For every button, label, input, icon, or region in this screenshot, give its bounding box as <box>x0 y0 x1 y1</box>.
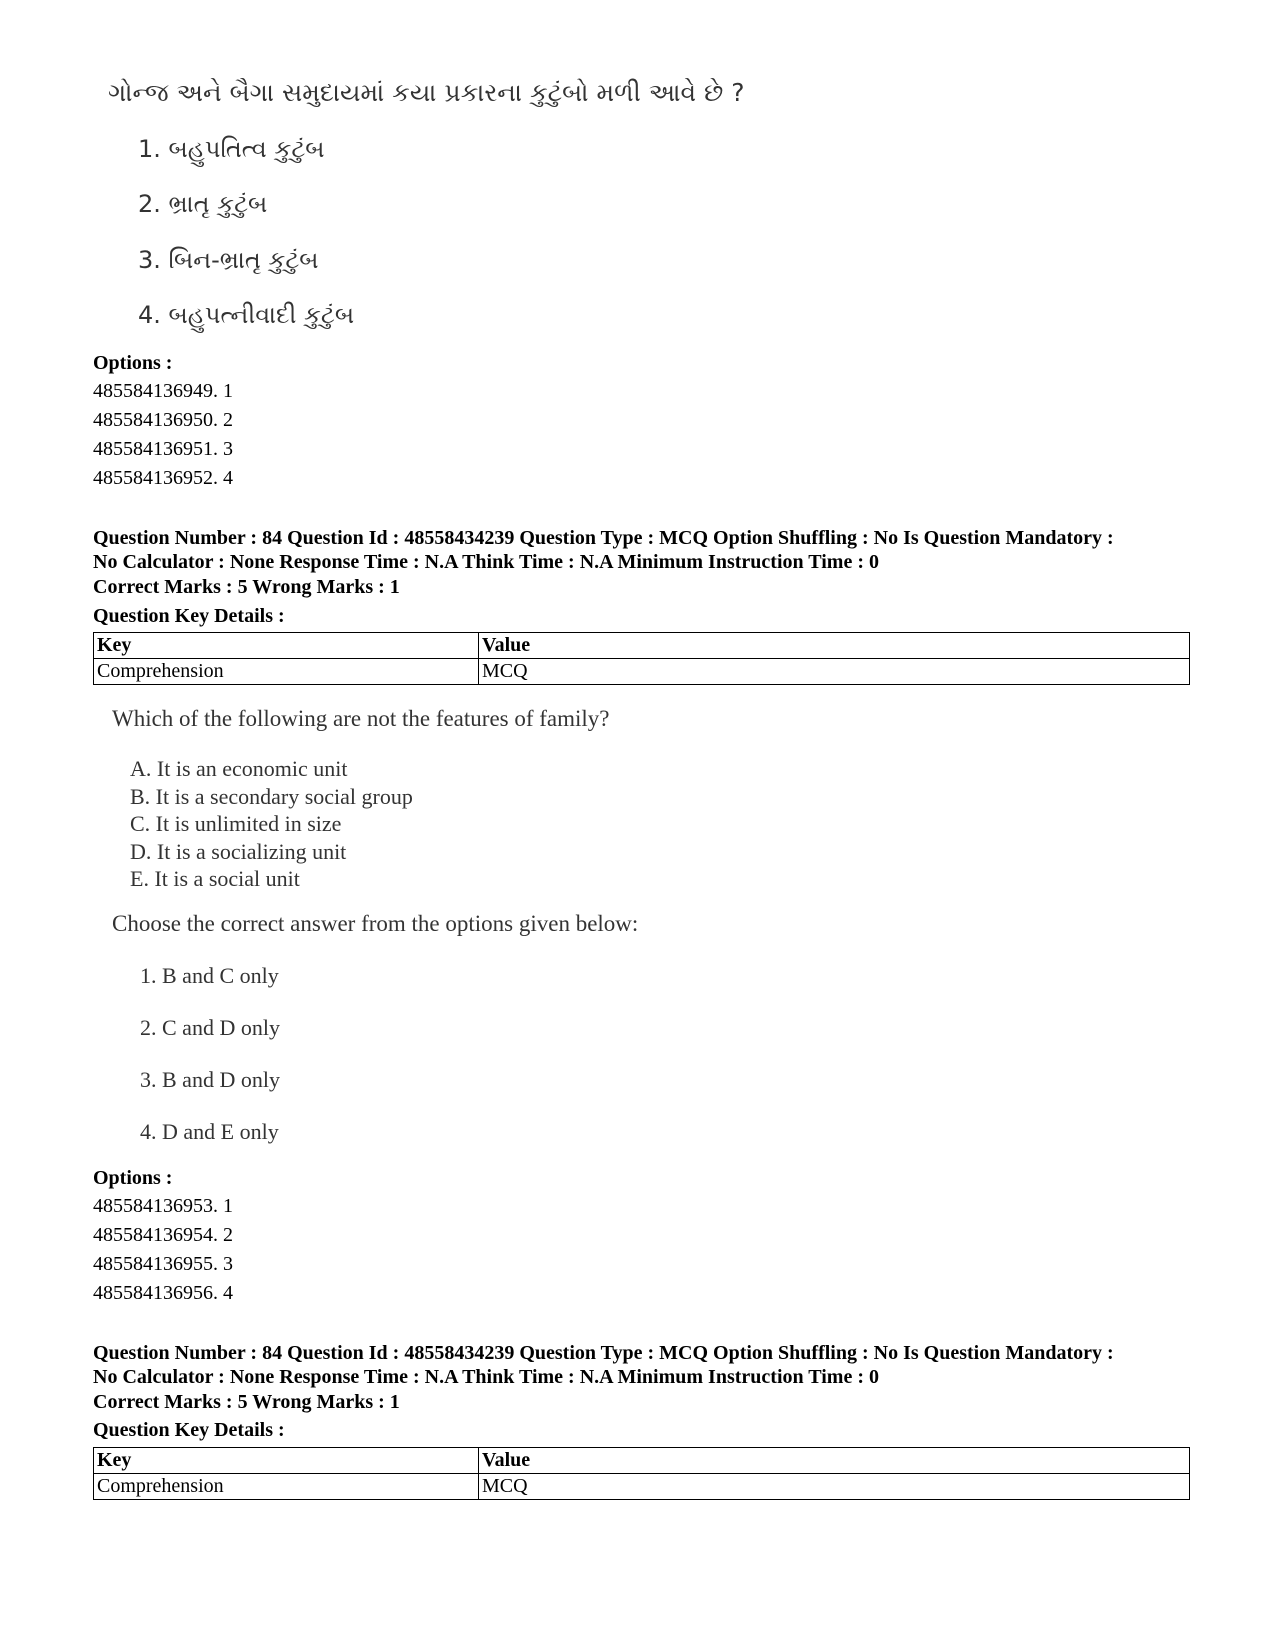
option-id-row: 485584136951. 3 <box>93 438 233 460</box>
gujarati-question-text: ગોન્જ અને બૈગા સમુદાયમાં કયા પ્રકારના કુટુંબો મળી આવે છે ? <box>108 78 745 107</box>
marks-line-2: Correct Marks : 5 Wrong Marks : 1 <box>93 1391 400 1413</box>
table-cell-key: Comprehension <box>94 659 479 685</box>
statement-e: E. It is a social unit <box>130 866 300 891</box>
table-cell-value: MCQ <box>479 659 1190 685</box>
statement-list <box>130 755 413 893</box>
marks-line-1: Correct Marks : 5 Wrong Marks : 1 <box>93 576 400 598</box>
table-header-value: Value <box>479 1448 1190 1474</box>
option-id-row: 485584136956. 4 <box>93 1282 233 1304</box>
key-details-table-1 <box>93 632 1190 685</box>
option-id-row: 485584136954. 2 <box>93 1224 233 1246</box>
instruction-text: Choose the correct answer from the options given below: <box>112 911 639 936</box>
question-meta-line2: No Calculator : None Response Time : N.A Think Time : N.A Minimum Instruction Time : 0 <box>93 551 879 573</box>
table-header-key: Key <box>94 633 479 659</box>
english-option-2: 2. C and D only <box>140 1015 280 1040</box>
options-label-2: Options : <box>93 1167 173 1189</box>
statement-c: C. It is unlimited in size <box>130 811 342 836</box>
key-details-table-2 <box>93 1447 1190 1500</box>
table-header-key: Key <box>94 1448 479 1474</box>
options-label-1: Options : <box>93 352 173 374</box>
english-question-text: Which of the following are not the features of family? <box>112 706 610 731</box>
question-meta-2 <box>93 1341 1203 1389</box>
question-meta-line1: Question Number : 84 Question Id : 48558434239 Question Type : MCQ Option Shuffling : No Is Question Mandatory : <box>93 527 1114 549</box>
option-id-row: 485584136949. 1 <box>93 380 233 402</box>
table-header-row <box>94 1448 1190 1474</box>
gujarati-option-1: 1. બહુપતિત્વ કુટુંબ <box>138 135 325 163</box>
key-details-label-1: Question Key Details : <box>93 605 285 627</box>
statement-b: B. It is a secondary social group <box>130 783 413 809</box>
english-option-3: 3. B and D only <box>140 1067 280 1092</box>
options-list-1 <box>93 377 233 493</box>
option-id-row: 485584136955. 3 <box>93 1253 233 1275</box>
option-id-row: 485584136950. 2 <box>93 409 233 431</box>
gujarati-option-3: 3. બિન-ભ્રાતૃ કુટુંબ <box>138 246 319 274</box>
key-details-label-2: Question Key Details : <box>93 1419 285 1441</box>
question-meta-line2: No Calculator : None Response Time : N.A Think Time : N.A Minimum Instruction Time : 0 <box>93 1366 879 1388</box>
option-id-row: 485584136952. 4 <box>93 467 233 489</box>
table-row <box>94 1474 1190 1500</box>
table-cell-key: Comprehension <box>94 1474 479 1500</box>
gujarati-option-4: 4. બહુપત્નીવાદી કુટુંબ <box>138 301 355 329</box>
statement-a: A. It is an economic unit <box>130 756 348 781</box>
table-cell-value: MCQ <box>479 1474 1190 1500</box>
statement-d: D. It is a socializing unit <box>130 838 347 864</box>
option-id-row: 485584136953. 1 <box>93 1195 233 1217</box>
table-row <box>94 659 1190 685</box>
english-option-4: 4. D and E only <box>140 1119 279 1144</box>
question-meta-1 <box>93 526 1203 574</box>
english-option-1: 1. B and C only <box>140 963 279 988</box>
question-meta-line1: Question Number : 84 Question Id : 48558434239 Question Type : MCQ Option Shuffling : No Is Question Mandatory : <box>93 1342 1114 1364</box>
table-header-row <box>94 633 1190 659</box>
options-list-2 <box>93 1192 233 1308</box>
gujarati-option-2: 2. ભ્રાતૃ કુટુંબ <box>138 190 268 218</box>
table-header-value: Value <box>479 633 1190 659</box>
